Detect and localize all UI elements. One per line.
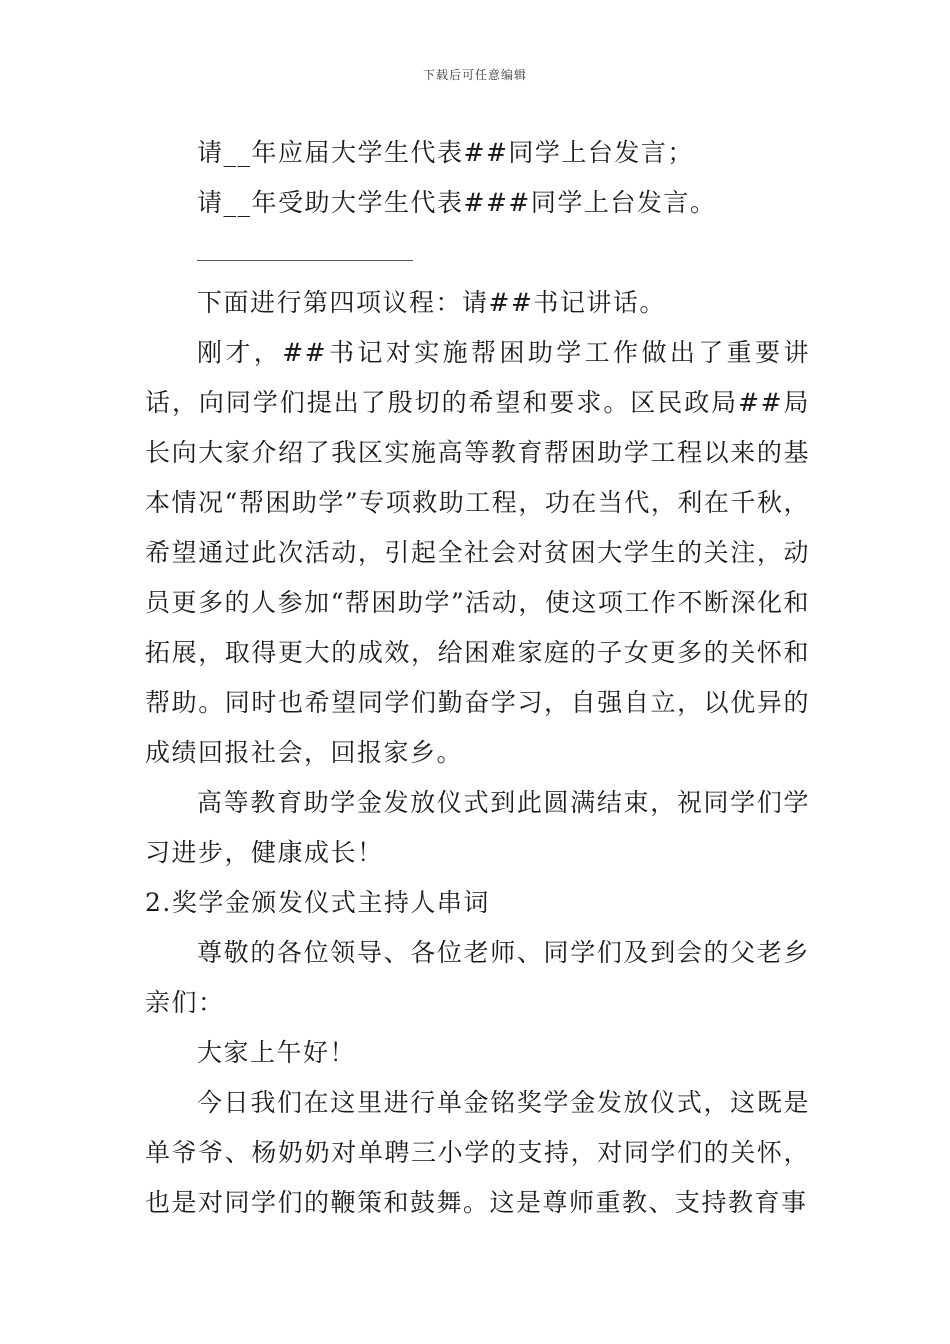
- paragraph: 今日我们在这里进行单金铭奖学金发放仪式，这既是单爷爷、杨奶奶对单聘三小学的支持，对同学们的关怀，也是对同学们的鞭策和鼓舞。这是尊师重教、支持教育事: [145, 1088, 810, 1217]
- document-body: [145, 128, 810, 1228]
- paragraph: 刚才，##书记对实施帮困助学工作做出了重要讲话，向同学们提出了殷切的希望和要求。区民政局##局长向大家介绍了我区实施高等教育帮困助学工程以来的基本情况“帮困助学”专项救助工程，功在当代，利在千秋，希望通过此次活动，引起全社会对贫困大学生的关注，动员更多的人参加“帮困助学”活动，使这项工作不断深化和拓展，取得更大的成效，给困难家庭的子女更多的关怀和帮助。同时也希望同学们勤奋学习，自强自立，以优异的成绩回报社会，回报家乡。: [145, 338, 810, 767]
- separator: [145, 228, 810, 278]
- paragraph: 大家上午好！: [197, 1038, 357, 1067]
- paragraph: 尊敬的各位领导、各位老师、同学们及到会的父老乡亲们：: [145, 938, 810, 1017]
- paragraph: 高等教育助学金发放仪式到此圆满结束，祝同学们学习进步，健康成长！: [145, 788, 810, 867]
- text-line: 请__年应届大学生代表##同学上台发言；: [197, 138, 694, 167]
- text-line: 请__年受助大学生代表###同学上台发言。: [197, 188, 717, 217]
- section-heading: 2.奖学金颁发仪式主持人串词: [145, 888, 490, 917]
- text-line: 下面进行第四项议程：请##书记讲话。: [197, 288, 666, 317]
- page-header: 下载后可任意编辑: [422, 68, 527, 82]
- separator-line: [197, 260, 413, 261]
